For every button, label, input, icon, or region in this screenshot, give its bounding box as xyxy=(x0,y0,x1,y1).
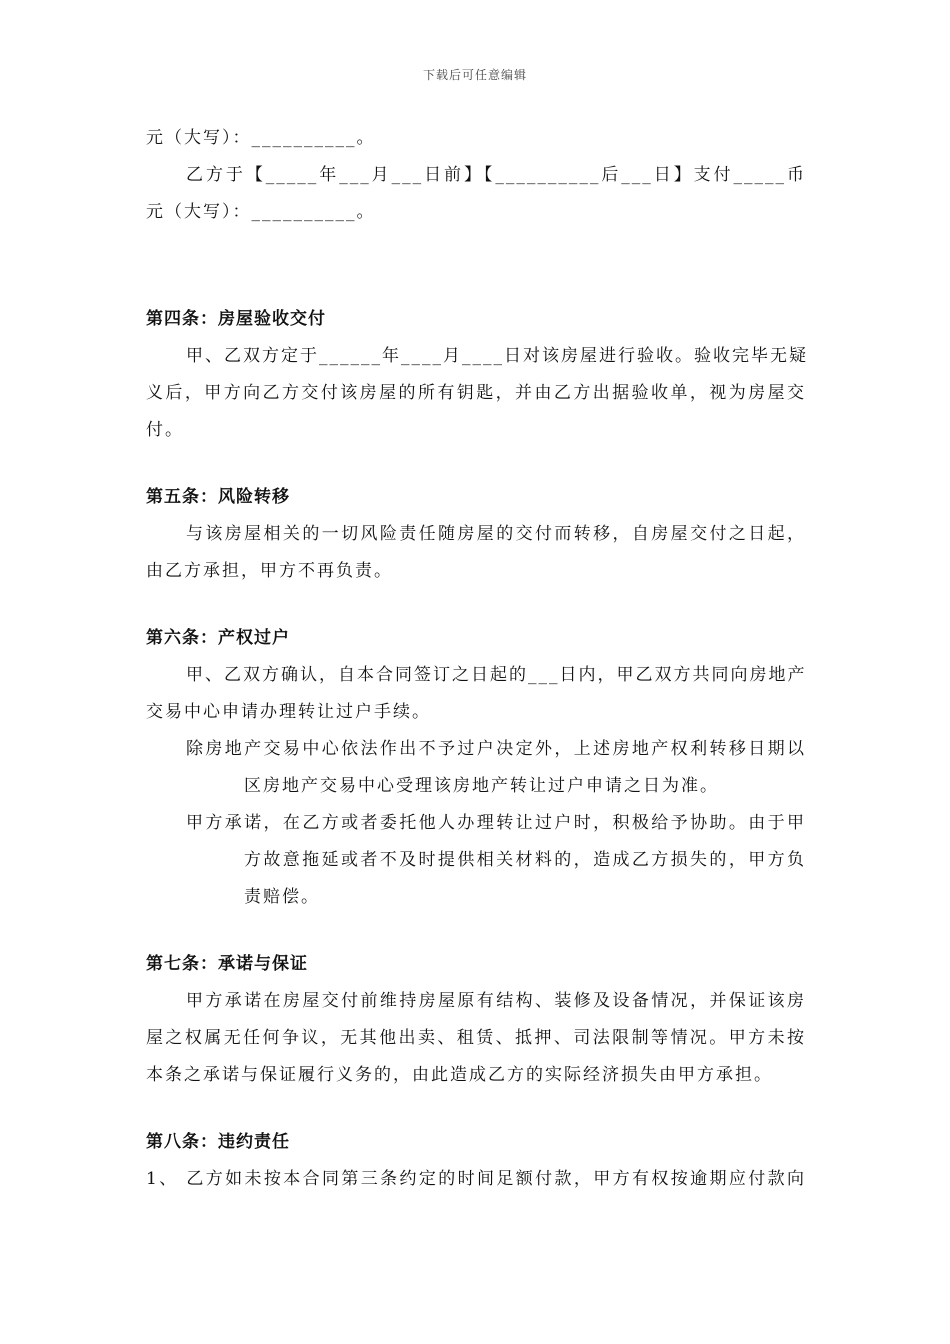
article-6-clause-b-line-3: 责赔偿。 xyxy=(244,887,320,907)
payment-line-3: 元（大写）：__________。 xyxy=(146,202,376,222)
article-4-line-1: 甲、乙双方定于______年____月____日对该房屋进行验收。验收完毕无疑 xyxy=(186,346,808,366)
article-6-line-1: 甲、乙双方确认，自本合同签订之日起的___日内，甲乙双方共同向房地产 xyxy=(186,665,807,685)
article-7-title: 第七条：承诺与保证 xyxy=(146,954,308,974)
article-4-line-2: 义后，甲方向乙方交付该房屋的所有钥匙，并由乙方出据验收单，视为房屋交 xyxy=(146,383,806,403)
article-6-clause-a-line-2: 区房地产交易中心受理该房地产转让过户申请之日为准。 xyxy=(244,776,719,796)
article-5-line-2: 由乙方承担，甲方不再负责。 xyxy=(146,561,393,581)
article-7-line-2: 屋之权属无任何争议，无其他出卖、租赁、抵押、司法限制等情况。甲方未按 xyxy=(146,1028,806,1048)
payment-line-2: 乙方于【_____年___月___日前】【__________后___日】支付_____币 xyxy=(186,165,806,185)
article-5-line-1: 与该房屋相关的一切风险责任随房屋的交付而转移，自房屋交付之日起， xyxy=(186,524,806,544)
article-7-line-1: 甲方承诺在房屋交付前维持房屋原有结构、装修及设备情况，并保证该房 xyxy=(186,991,806,1011)
article-4-line-3: 付。 xyxy=(146,420,184,440)
article-5-title: 第五条：风险转移 xyxy=(146,487,290,507)
article-8-line-1: 1、 乙方如未按本合同第三条约定的时间足额付款，甲方有权按逾期应付款向 xyxy=(146,1169,806,1189)
article-6-clause-b-line-2: 方故意拖延或者不及时提供相关材料的，造成乙方损失的，甲方负 xyxy=(244,850,806,870)
article-6-line-2: 交易中心申请办理转让过户手续。 xyxy=(146,702,431,722)
contract-body xyxy=(146,120,806,1198)
article-4-title: 第四条：房屋验收交付 xyxy=(146,309,326,329)
page-header-note: 下载后可任意编辑 xyxy=(422,68,527,82)
article-8-title: 第八条：违约责任 xyxy=(146,1132,290,1152)
article-6-clause-b-line-1: 甲方承诺，在乙方或者委托他人办理转让过户时，积极给予协助。由于甲 xyxy=(186,813,806,833)
article-7-line-3: 本条之承诺与保证履行义务的，由此造成乙方的实际经济损失由甲方承担。 xyxy=(146,1065,773,1085)
payment-line-1: 元（大写）：__________。 xyxy=(146,128,376,148)
article-6-clause-a-line-1: 除房地产交易中心依法作出不予过户决定外，上述房地产权利转移日期以 xyxy=(186,739,806,759)
article-6-title: 第六条：产权过户 xyxy=(146,628,290,648)
